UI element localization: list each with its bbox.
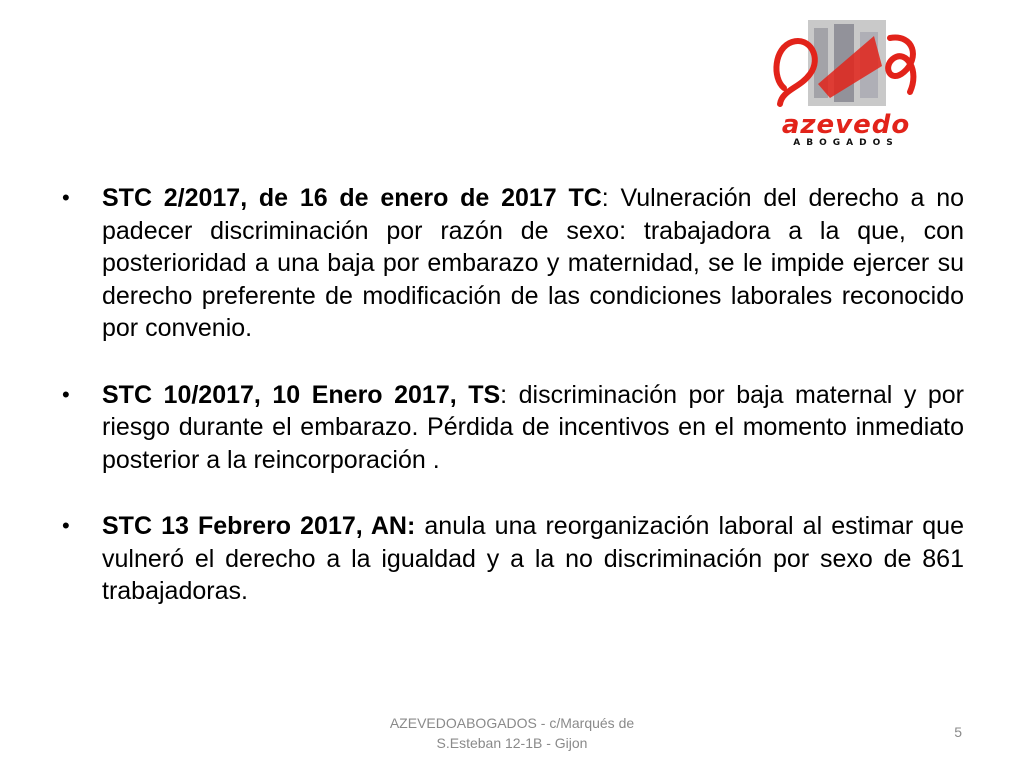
bullet-marker: • [62, 185, 70, 210]
page-number: 5 [954, 724, 962, 740]
ruling-reference: STC 13 Febrero 2017, AN: [102, 512, 416, 540]
footer-address [362, 713, 662, 753]
footer-line-1: AZEVEDOABOGADOS - c/Marqués de [389, 715, 635, 731]
ruling-description: : discriminación por baja maternal y por riesgo durante el embarazo. Pérdida de incentivos en el momento inmediato posterior a la reincorporación . [102, 380, 964, 474]
ruling-reference: STC 10/2017, 10 Enero 2017, TS [102, 380, 501, 409]
list-item [62, 510, 964, 608]
bullet-marker: • [62, 381, 70, 407]
logo-emblem [770, 18, 922, 114]
ruling-description: anula una reorganización laboral al estimar que vulneró el derecho a la igualdad y a la no discriminación por sexo de 861 trabajadoras. [102, 512, 964, 605]
azevedo-logo [770, 18, 922, 148]
logo-subtitle: ABOGADOS [793, 138, 899, 148]
logo-wordmark: azevedo [781, 110, 911, 140]
bullet-marker: • [62, 513, 70, 538]
ruling-reference: STC 2/2017, de 16 de enero de 2017 TC [102, 184, 602, 212]
list-item [62, 379, 964, 477]
bullet-list [62, 182, 964, 642]
ruling-description: : Vulneración del derecho a no padecer discriminación por razón de sexo: trabajadora a la que, con posterioridad a una baja por embarazo y maternidad, se le impide ejercer su derecho preferente de modificación de las condiciones laborales reconocido por convenio. [102, 184, 965, 342]
footer-line-2: S.Esteban 12-1B - Gijon [436, 735, 588, 751]
list-item [62, 182, 964, 345]
